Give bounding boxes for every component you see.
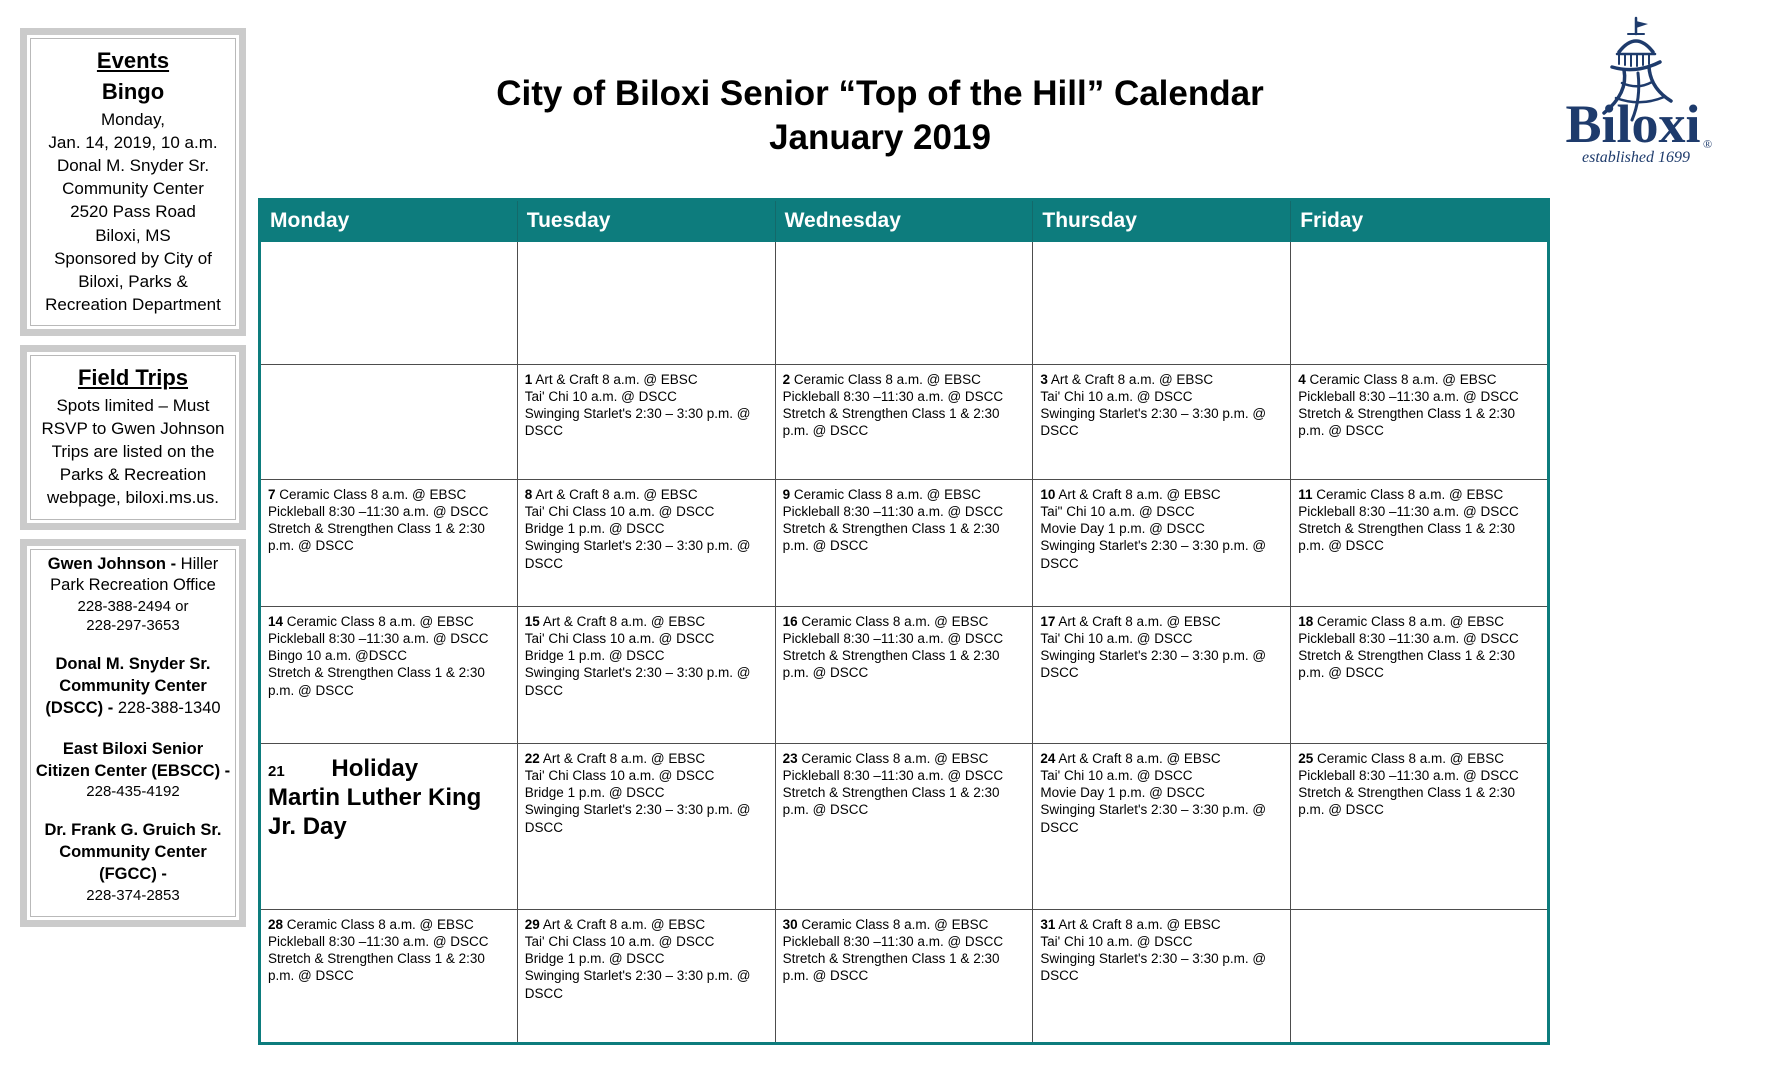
holiday-label: Holiday bbox=[331, 755, 419, 782]
event-line: Swinging Starlet's 2:30 – 3:30 p.m. @ DSCC bbox=[524, 665, 751, 698]
week-row bbox=[260, 480, 1549, 607]
event-line: 2 Ceramic Class 8 a.m. @ EBSC bbox=[782, 372, 981, 387]
week-row bbox=[260, 242, 1549, 365]
event-line: Movie Day 1 p.m. @ DSCC bbox=[1040, 521, 1205, 537]
calendar-cell-day-7 bbox=[260, 480, 518, 607]
event-line: 7 Ceramic Class 8 a.m. @ EBSC bbox=[268, 487, 467, 502]
event-line: Swinging Starlet's 2:30 – 3:30 p.m. @ DSCC bbox=[524, 802, 751, 835]
event-line: 3 Art & Craft 8 a.m. @ EBSC bbox=[1040, 372, 1214, 387]
calendar-cell-day-23 bbox=[775, 744, 1033, 910]
events-subheading: Bingo bbox=[101, 79, 165, 104]
event-line: Pickleball 8:30 –11:30 a.m. @ DSCC bbox=[1298, 631, 1519, 647]
event-line: Bingo 10 a.m. @DSCC bbox=[268, 648, 408, 664]
calendar-cell-day-10 bbox=[1033, 480, 1291, 607]
event-line: 15 Art & Craft 8 a.m. @ EBSC bbox=[524, 614, 706, 629]
weekday-header-wednesday: Wednesday bbox=[775, 200, 1033, 242]
event-line: Stretch & Strengthen Class 1 & 2:30 p.m. @ DSCC bbox=[782, 521, 1000, 554]
event-line: Swinging Starlet's 2:30 – 3:30 p.m. @ DSCC bbox=[1040, 951, 1267, 984]
biloxi-logo bbox=[1540, 10, 1732, 178]
event-line: Tai' Chi Class 10 a.m. @ DSCC bbox=[524, 768, 715, 784]
event-line: 10 Art & Craft 8 a.m. @ EBSC bbox=[1040, 487, 1221, 502]
holiday-name: Martin Luther King Jr. Day bbox=[268, 784, 482, 840]
calendar-cell-day-30 bbox=[775, 910, 1033, 1044]
field-trips-heading: Field Trips bbox=[77, 364, 189, 390]
event-line: 22 Art & Craft 8 a.m. @ EBSC bbox=[524, 751, 706, 766]
calendar-cell-empty bbox=[260, 242, 518, 365]
event-line: Pickleball 8:30 –11:30 a.m. @ DSCC bbox=[268, 504, 489, 520]
day-number: 2 bbox=[782, 372, 791, 387]
day-number: 9 bbox=[782, 487, 791, 502]
calendar-cell-day-11 bbox=[1291, 480, 1549, 607]
calendar-cell-day-29 bbox=[517, 910, 775, 1044]
field-trips-box bbox=[20, 345, 246, 530]
event-line: Swinging Starlet's 2:30 – 3:30 p.m. @ DSCC bbox=[524, 538, 751, 571]
event-line: 30 Ceramic Class 8 a.m. @ EBSC bbox=[782, 917, 989, 932]
text-line: 2520 Pass Road bbox=[70, 202, 196, 222]
text-line: Jan. 14, 2019, 10 a.m. bbox=[48, 133, 218, 153]
day-number: 30 bbox=[782, 917, 798, 932]
calendar-cell-day-24 bbox=[1033, 744, 1291, 910]
text-line: Donal M. Snyder Sr. bbox=[56, 156, 210, 176]
contact-block bbox=[34, 654, 232, 719]
event-line: Tai' Chi Class 10 a.m. @ DSCC bbox=[524, 631, 715, 647]
text-line: Monday, bbox=[101, 110, 165, 129]
event-line: Tai' Chi Class 10 a.m. @ DSCC bbox=[524, 934, 715, 950]
holiday-header-line bbox=[268, 754, 511, 784]
contact-line bbox=[34, 886, 232, 905]
calendar-cell-empty bbox=[775, 242, 1033, 365]
event-line: 24 Art & Craft 8 a.m. @ EBSC bbox=[1040, 751, 1221, 766]
day-number: 14 bbox=[268, 614, 284, 629]
event-line: 17 Art & Craft 8 a.m. @ EBSC bbox=[1040, 614, 1221, 629]
monthly-calendar-table bbox=[258, 198, 1550, 1045]
week-row bbox=[260, 744, 1549, 910]
event-line: 23 Ceramic Class 8 a.m. @ EBSC bbox=[782, 751, 989, 766]
calendar-cell-day-31 bbox=[1033, 910, 1291, 1044]
text-line: Spots limited – Must bbox=[56, 395, 210, 415]
event-line: Tai' Chi 10 a.m. @ DSCC bbox=[524, 389, 677, 405]
day-number: 25 bbox=[1298, 751, 1314, 766]
event-line: Movie Day 1 p.m. @ DSCC bbox=[1040, 785, 1205, 801]
calendar-cell-empty bbox=[260, 365, 518, 480]
day-number: 10 bbox=[1040, 487, 1056, 502]
event-line: Pickleball 8:30 –11:30 a.m. @ DSCC bbox=[268, 934, 489, 950]
week-row bbox=[260, 910, 1549, 1044]
event-line: Stretch & Strengthen Class 1 & 2:30 p.m. @ DSCC bbox=[782, 951, 1000, 984]
event-line: Pickleball 8:30 –11:30 a.m. @ DSCC bbox=[1298, 389, 1519, 405]
events-heading: Events bbox=[96, 48, 170, 73]
contact-line bbox=[34, 782, 232, 801]
event-line: 1 Art & Craft 8 a.m. @ EBSC bbox=[524, 372, 698, 387]
contacts-box-inner bbox=[30, 549, 236, 917]
event-line: Pickleball 8:30 –11:30 a.m. @ DSCC bbox=[782, 389, 1004, 405]
events-box bbox=[20, 28, 246, 336]
day-number: 8 bbox=[524, 487, 533, 502]
day-number: 22 bbox=[524, 751, 540, 766]
event-line: Tai' Chi 10 a.m. @ DSCC bbox=[1040, 934, 1193, 950]
event-line: Swinging Starlet's 2:30 – 3:30 p.m. @ DSCC bbox=[524, 968, 751, 1001]
day-number: 15 bbox=[524, 614, 540, 629]
calendar-cell-day-25 bbox=[1291, 744, 1549, 910]
event-line: Pickleball 8:30 –11:30 a.m. @ DSCC bbox=[782, 631, 1004, 647]
calendar-cell-day-2 bbox=[775, 365, 1033, 480]
event-line: Swinging Starlet's 2:30 – 3:30 p.m. @ DSCC bbox=[1040, 406, 1267, 439]
event-line: 4 Ceramic Class 8 a.m. @ EBSC bbox=[1298, 372, 1497, 387]
day-number: 16 bbox=[782, 614, 798, 629]
text-line: Community Center bbox=[62, 179, 204, 199]
day-number: 23 bbox=[782, 751, 798, 766]
day-number: 21 bbox=[268, 763, 285, 780]
calendar-cell-day-9 bbox=[775, 480, 1033, 607]
day-number: 28 bbox=[268, 917, 284, 932]
contact-name: East Biloxi Senior Citizen Center (EBSCC) - bbox=[35, 739, 231, 780]
calendar-cell-day-1 bbox=[517, 365, 775, 480]
day-number: 7 bbox=[268, 487, 276, 502]
lighthouse-logo-graphic bbox=[1540, 10, 1732, 178]
event-line: Stretch & Strengthen Class 1 & 2:30 p.m. @ DSCC bbox=[268, 665, 485, 698]
event-line: 29 Art & Craft 8 a.m. @ EBSC bbox=[524, 917, 706, 932]
contact-line bbox=[34, 820, 232, 885]
event-line: Swinging Starlet's 2:30 – 3:30 p.m. @ DSCC bbox=[524, 406, 751, 439]
day-number: 18 bbox=[1298, 614, 1314, 629]
event-line: Stretch & Strengthen Class 1 & 2:30 p.m. @ DSCC bbox=[1298, 406, 1516, 439]
contact-detail: 228-388-1340 bbox=[117, 698, 221, 717]
week-row bbox=[260, 607, 1549, 744]
contact-line bbox=[34, 739, 232, 783]
event-line: Bridge 1 p.m. @ DSCC bbox=[524, 785, 665, 801]
contact-line bbox=[34, 616, 232, 635]
contact-detail: Hiller Park Recreation Office bbox=[50, 554, 219, 595]
event-line: Tai" Chi 10 a.m. @ DSCC bbox=[1040, 504, 1195, 520]
event-line: Tai' Chi Class 10 a.m. @ DSCC bbox=[524, 504, 715, 520]
event-line: Stretch & Strengthen Class 1 & 2:30 p.m. @ DSCC bbox=[268, 951, 485, 984]
weekday-header-tuesday: Tuesday bbox=[517, 200, 775, 242]
event-line: Stretch & Strengthen Class 1 & 2:30 p.m. @ DSCC bbox=[782, 648, 1000, 681]
contact-line bbox=[34, 597, 232, 616]
contact-block bbox=[34, 739, 232, 802]
event-line: 28 Ceramic Class 8 a.m. @ EBSC bbox=[268, 917, 474, 932]
event-line: Tai' Chi 10 a.m. @ DSCC bbox=[1040, 631, 1193, 647]
events-details bbox=[34, 108, 232, 316]
calendar-cell-day-22 bbox=[517, 744, 775, 910]
text-line: Parks & Recreation bbox=[59, 465, 207, 485]
contact-detail: 228-435-4192 bbox=[86, 783, 180, 801]
contact-line bbox=[34, 554, 232, 598]
event-line: Swinging Starlet's 2:30 – 3:30 p.m. @ DSCC bbox=[1040, 648, 1267, 681]
event-line: 16 Ceramic Class 8 a.m. @ EBSC bbox=[782, 614, 989, 629]
event-line: Stretch & Strengthen Class 1 & 2:30 p.m. @ DSCC bbox=[1298, 648, 1516, 681]
event-line: 9 Ceramic Class 8 a.m. @ EBSC bbox=[782, 487, 981, 502]
calendar-cell-empty bbox=[1291, 910, 1549, 1044]
contact-block bbox=[34, 820, 232, 904]
day-number: 3 bbox=[1040, 372, 1048, 387]
event-line: 25 Ceramic Class 8 a.m. @ EBSC bbox=[1298, 751, 1504, 766]
event-line: 14 Ceramic Class 8 a.m. @ EBSC bbox=[268, 614, 474, 629]
event-line: 11 Ceramic Class 8 a.m. @ EBSC bbox=[1298, 487, 1504, 502]
event-line: Swinging Starlet's 2:30 – 3:30 p.m. @ DSCC bbox=[1040, 538, 1267, 571]
event-line: Pickleball 8:30 –11:30 a.m. @ DSCC bbox=[1298, 504, 1519, 520]
text-line: Recreation Department bbox=[45, 294, 221, 314]
logo-wordmark: Biloxi bbox=[1565, 94, 1701, 154]
contact-name: Donal M. Snyder Sr. Community Center (DSCC) - bbox=[45, 655, 211, 717]
page-title-line2: January 2019 bbox=[769, 118, 991, 158]
event-line: Pickleball 8:30 –11:30 a.m. @ DSCC bbox=[782, 934, 1004, 950]
day-number: 17 bbox=[1040, 614, 1056, 629]
text-line: RSVP to Gwen Johnson bbox=[41, 419, 225, 439]
contact-line bbox=[34, 654, 232, 719]
event-line: Bridge 1 p.m. @ DSCC bbox=[524, 521, 665, 537]
event-line: Pickleball 8:30 –11:30 a.m. @ DSCC bbox=[1298, 768, 1519, 784]
contact-detail: 228-297-3653 bbox=[86, 617, 180, 635]
contact-detail: 228-374-2853 bbox=[86, 886, 180, 904]
contact-detail: 228-388-2494 or bbox=[77, 598, 189, 616]
week-row bbox=[260, 365, 1549, 480]
event-line: Stretch & Strengthen Class 1 & 2:30 p.m. @ DSCC bbox=[782, 785, 1000, 818]
day-number: 24 bbox=[1040, 751, 1056, 766]
event-line: 31 Art & Craft 8 a.m. @ EBSC bbox=[1040, 917, 1221, 932]
event-line: Stretch & Strengthen Class 1 & 2:30 p.m. @ DSCC bbox=[782, 406, 1000, 439]
calendar-cell-empty bbox=[1033, 242, 1291, 365]
calendar-cell-day-28 bbox=[260, 910, 518, 1044]
day-number: 31 bbox=[1040, 917, 1056, 932]
day-number: 11 bbox=[1298, 487, 1313, 502]
contact-name: Gwen Johnson - bbox=[47, 554, 181, 573]
event-line: Pickleball 8:30 –11:30 a.m. @ DSCC bbox=[782, 768, 1004, 784]
event-line: Swinging Starlet's 2:30 – 3:30 p.m. @ DSCC bbox=[1040, 802, 1267, 835]
text-line: Trips are listed on the bbox=[51, 442, 215, 462]
calendar-cell-day-4 bbox=[1291, 365, 1549, 480]
text-line: Biloxi, MS bbox=[95, 225, 171, 245]
sidebar bbox=[20, 28, 246, 936]
logo-tagline: established 1699 bbox=[1582, 149, 1690, 166]
events-box-inner bbox=[30, 38, 236, 326]
weekday-header-friday: Friday bbox=[1291, 200, 1549, 242]
event-line: Bridge 1 p.m. @ DSCC bbox=[524, 648, 665, 664]
day-number: 1 bbox=[524, 372, 533, 387]
text-line: webpage, biloxi.ms.us. bbox=[47, 488, 219, 508]
calendar-cell-empty bbox=[517, 242, 775, 365]
weekday-header-thursday: Thursday bbox=[1033, 200, 1291, 242]
page-title bbox=[310, 72, 1450, 161]
event-line: Tai' Chi 10 a.m. @ DSCC bbox=[1040, 389, 1193, 405]
calendar-cell-day-8 bbox=[517, 480, 775, 607]
calendar-cell-empty bbox=[1291, 242, 1549, 365]
calendar-cell-day-17 bbox=[1033, 607, 1291, 744]
calendar-cell-day-14 bbox=[260, 607, 518, 744]
calendar-cell-day-21 bbox=[260, 744, 518, 910]
calendar-cell-day-15 bbox=[517, 607, 775, 744]
calendar-cell-day-3 bbox=[1033, 365, 1291, 480]
event-line: 8 Art & Craft 8 a.m. @ EBSC bbox=[524, 487, 698, 502]
page-title-line1: City of Biloxi Senior “Top of the Hill” Calendar bbox=[496, 74, 1264, 113]
contact-name: Dr. Frank G. Gruich Sr. Community Center (FGCC) - bbox=[44, 821, 222, 883]
logo-registered-mark: ® bbox=[1703, 137, 1713, 151]
contacts-box bbox=[20, 539, 246, 927]
event-line: Stretch & Strengthen Class 1 & 2:30 p.m. @ DSCC bbox=[268, 521, 485, 554]
event-line: Pickleball 8:30 –11:30 a.m. @ DSCC bbox=[782, 504, 1004, 520]
event-line: 18 Ceramic Class 8 a.m. @ EBSC bbox=[1298, 614, 1504, 629]
field-trips-box-inner bbox=[30, 355, 236, 520]
contact-block bbox=[34, 554, 232, 636]
text-line: Biloxi, Parks & bbox=[78, 271, 188, 291]
text-line: Sponsored by City of bbox=[54, 248, 212, 268]
weekday-header-monday: Monday bbox=[260, 200, 518, 242]
day-number: 4 bbox=[1298, 372, 1306, 387]
calendar-cell-day-16 bbox=[775, 607, 1033, 744]
event-line: Pickleball 8:30 –11:30 a.m. @ DSCC bbox=[268, 631, 489, 647]
calendar-cell-day-18 bbox=[1291, 607, 1549, 744]
event-line: Stretch & Strengthen Class 1 & 2:30 p.m. @ DSCC bbox=[1298, 521, 1516, 554]
weekday-header-row bbox=[260, 200, 1549, 242]
event-line: Stretch & Strengthen Class 1 & 2:30 p.m. @ DSCC bbox=[1298, 785, 1516, 818]
event-line: Bridge 1 p.m. @ DSCC bbox=[524, 951, 665, 967]
day-number: 29 bbox=[524, 917, 540, 932]
event-line: Tai' Chi 10 a.m. @ DSCC bbox=[1040, 768, 1193, 784]
field-trips-details bbox=[34, 394, 232, 510]
